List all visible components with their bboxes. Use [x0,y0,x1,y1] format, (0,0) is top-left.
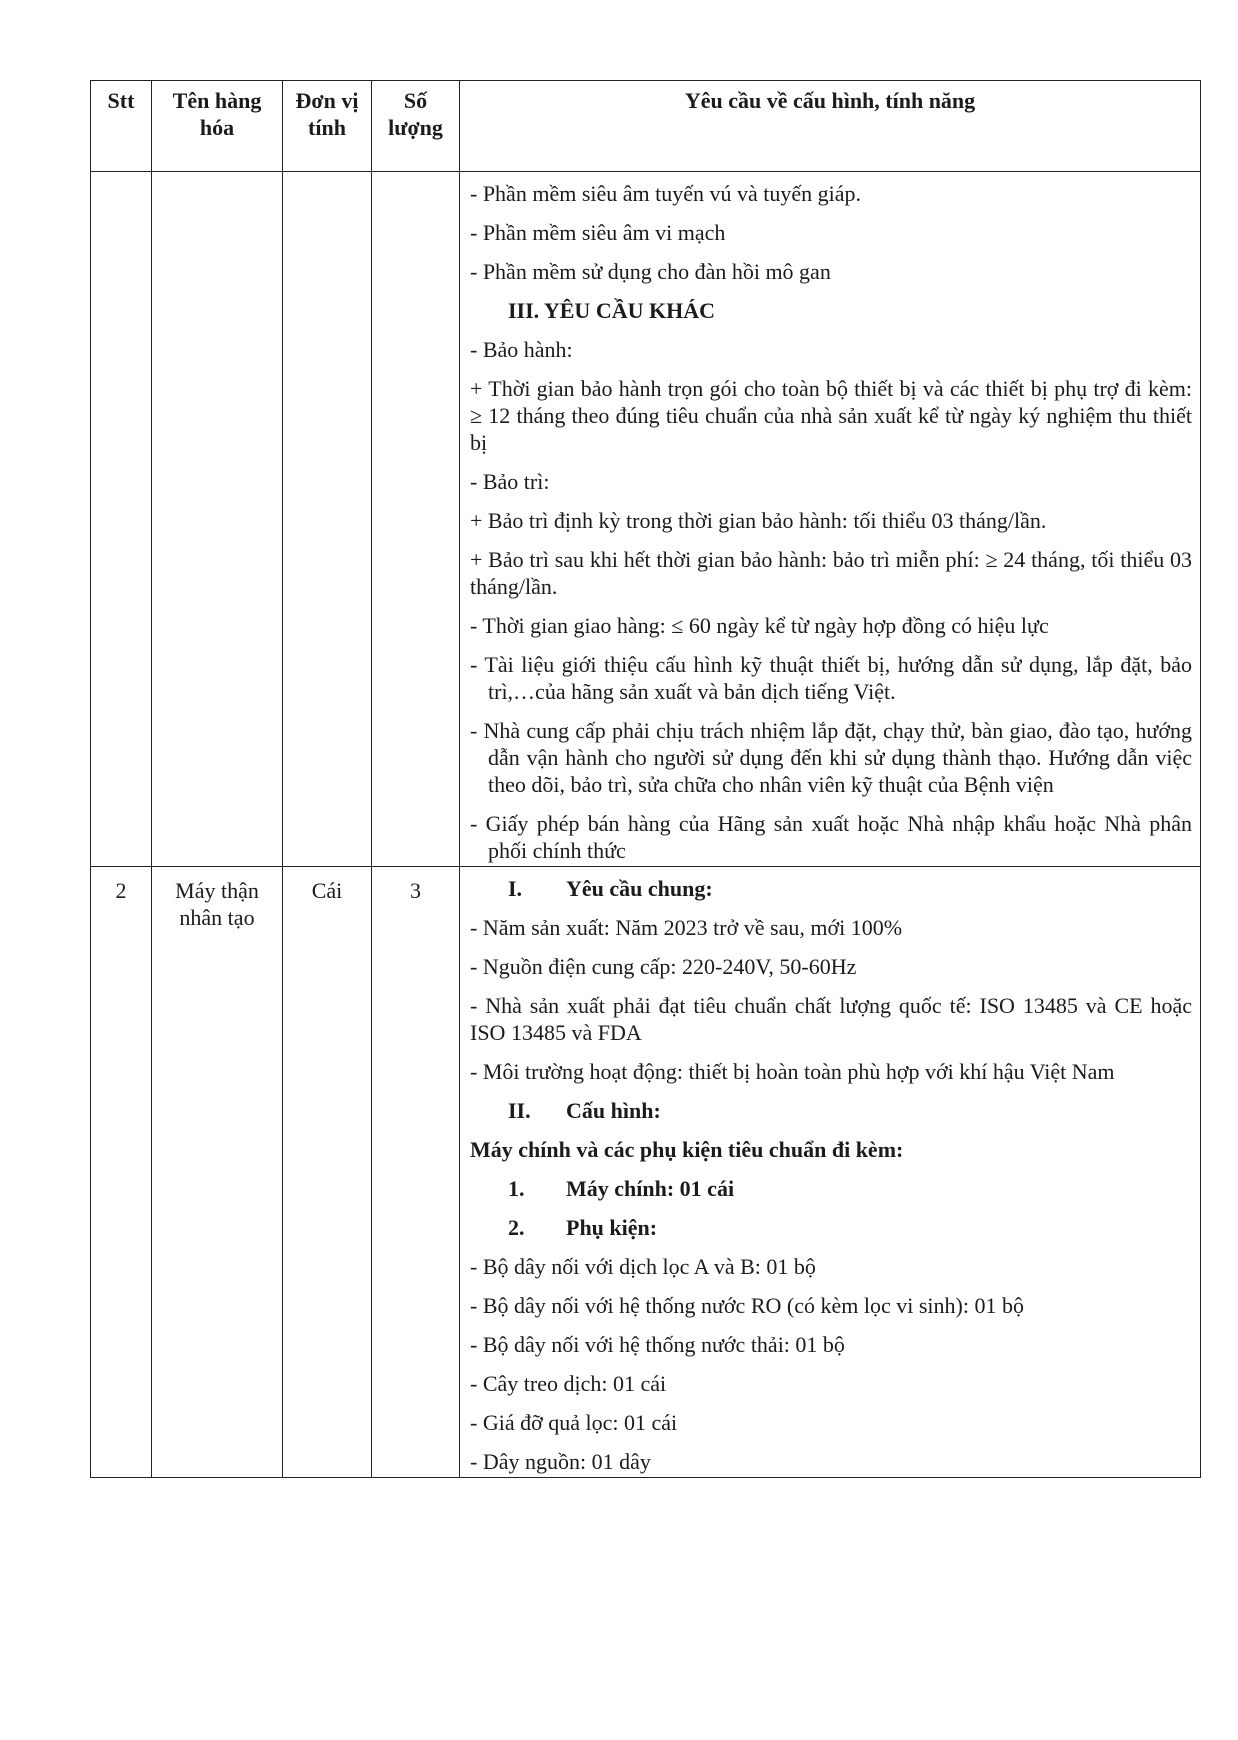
spec-table [90,80,1201,1478]
req-line: - Tài liệu giới thiệu cấu hình kỹ thuật thiết bị, hướng dẫn sử dụng, lắp đặt, bảo trì,…của hãng sản xuất và bản dịch tiếng Việt. [470,652,1192,704]
section-title: Cấu hình: [566,1098,661,1123]
accessory-line: - Cây treo dịch: 01 cái [470,1371,667,1396]
req-line: - Nhà cung cấp phải chịu trách nhiệm lắp đặt, chạy thử, bàn giao, đào tạo, hướng dẫn vận hành cho người sử dụng đến khi sử dụng thành thạo. Hướng dẫn việc theo dõi, bảo trì, sửa chữa cho nhân viên kỹ thuật của Bệnh viện [470,718,1192,797]
subsection-title: Phụ kiện: [566,1215,658,1240]
table-row [91,867,1201,1478]
req-line: - Bảo trì: [470,469,550,494]
req-line: - Phần mềm siêu âm tuyến vú và tuyến giáp. [470,181,862,206]
req-line: + Bảo trì sau khi hết thời gian bảo hành: bảo trì miễn phí: ≥ 24 tháng, tối thiểu 03 tháng/lần. [470,547,1192,599]
req-line: - Nhà sản xuất phải đạt tiêu chuẩn chất lượng quốc tế: ISO 13485 và CE hoặc ISO 13485 và FDA [470,993,1192,1045]
section-number: II. [508,1098,531,1123]
section-number: I. [508,876,523,901]
accessory-line: - Giá đỡ quả lọc: 01 cái [470,1410,678,1435]
row1-requirements-cell [460,172,1201,867]
req-line: - Phần mềm sử dụng cho đàn hồi mô gan [470,259,831,284]
section-heading-other: III. YÊU CẦU KHÁC [508,298,715,323]
header-stt: Stt [91,81,152,172]
subsection-number: 1. [508,1176,525,1201]
row1-stt-cell [91,172,152,867]
row1-unit-cell [283,172,372,867]
config-title: Máy chính và các phụ kiện tiêu chuẩn đi kèm: [470,1137,904,1162]
subsection-title: Máy chính: 01 cái [566,1176,735,1201]
header-unit: Đơn vị tính [283,81,372,172]
req-line: - Năm sản xuất: Năm 2023 trở về sau, mới 100% [470,915,903,940]
section-heading-config [470,1097,1192,1124]
req-line: - Phần mềm siêu âm vi mạch [470,220,726,245]
accessory-line: - Dây nguồn: 01 dây [470,1449,651,1474]
subsection-number: 2. [508,1215,525,1240]
header-requirements: Yêu cầu về cấu hình, tính năng [460,81,1201,172]
req-line: - Giấy phép bán hàng của Hãng sản xuất hoặc Nhà nhập khẩu hoặc Nhà phân phối chính thức [470,811,1192,863]
accessory-line: - Bộ dây nối với hệ thống nước thải: 01 bộ [470,1332,845,1357]
row2-name-cell: Máy thận nhân tạo [152,867,283,1478]
accessory-line: - Bộ dây nối với dịch lọc A và B: 01 bộ [470,1254,816,1279]
accessory-line: - Bộ dây nối với hệ thống nước RO (có kèm lọc vi sinh): 01 bộ [470,1293,1024,1318]
header-name: Tên hàng hóa [152,81,283,172]
req-line: - Bảo hành: [470,337,573,362]
req-line: - Môi trường hoạt động: thiết bị hoàn toàn phù hợp với khí hậu Việt Nam [470,1059,1115,1084]
req-line: - Thời gian giao hàng: ≤ 60 ngày kể từ ngày hợp đồng có hiệu lực [470,613,1049,638]
req-line: + Thời gian bảo hành trọn gói cho toàn bộ thiết bị và các thiết bị phụ trợ đi kèm: ≥ 12 tháng theo đúng tiêu chuẩn của nhà sản xuất kể từ ngày ký nghiệm thu thiết bị [470,376,1192,455]
table-header-row [91,81,1201,172]
header-qty: Số lượng [372,81,460,172]
row2-stt-cell: 2 [91,867,152,1478]
req-line: - Nguồn điện cung cấp: 220-240V, 50-60Hz [470,954,857,979]
row2-qty-cell: 3 [372,867,460,1478]
row2-requirements-cell [460,867,1201,1478]
section-heading-general [470,875,1192,902]
req-line: + Bảo trì định kỳ trong thời gian bảo hành: tối thiểu 03 tháng/lần. [470,508,1047,533]
subsection-accessories [470,1214,1192,1241]
section-title: Yêu cầu chung: [566,876,713,901]
row1-name-cell [152,172,283,867]
table-row [91,172,1201,867]
row1-qty-cell [372,172,460,867]
row2-unit-cell: Cái [283,867,372,1478]
subsection-main-unit [470,1175,1192,1202]
